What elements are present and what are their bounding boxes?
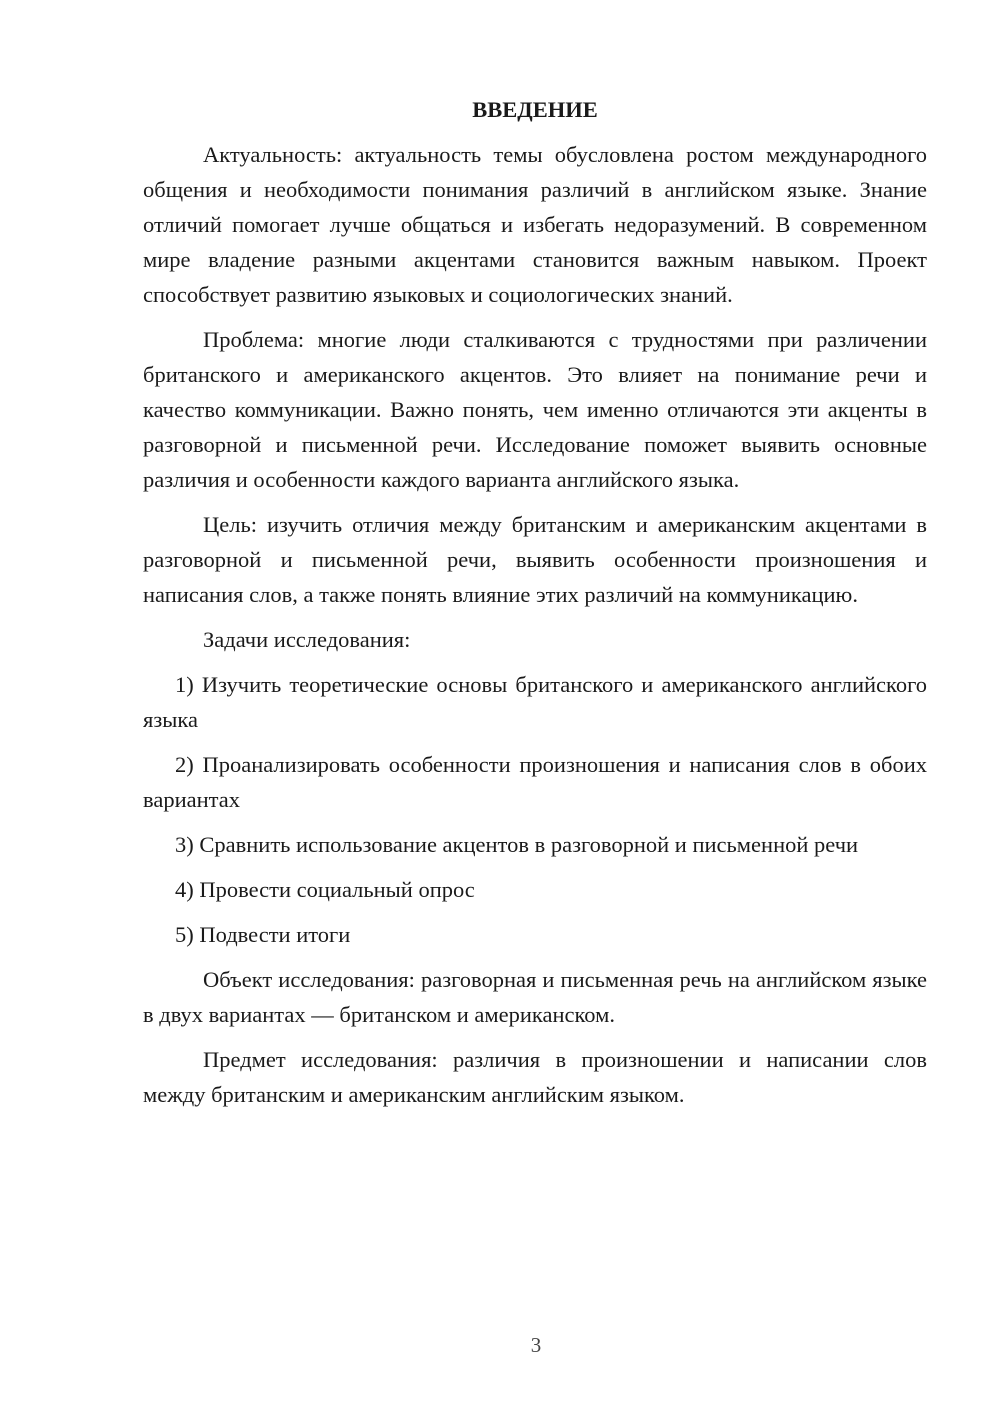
tasks-list xyxy=(143,667,927,952)
paragraph-goal: Цель: изучить отличия между британским и американским акцентами в разговорной и письменной речи, выявить особенности произношения и написания слов, а также понять влияние этих различий на коммуникацию. xyxy=(143,512,927,607)
page-content xyxy=(143,92,927,1122)
paragraph-object: Объект исследования: разговорная и письменная речь на английском языке в двух вариантах — британском и американском. xyxy=(143,967,927,1027)
list-item: 4) Провести социальный опрос xyxy=(175,877,475,902)
paragraph-subject: Предмет исследования: различия в произношении и написании слов между британским и американским английским языком. xyxy=(143,1047,927,1107)
list-item: 3) Сравнить использование акцентов в разговорной и письменной речи xyxy=(175,832,859,857)
list-item: 2) Проанализировать особенности произношения и написания слов в обоих вариантах xyxy=(143,752,927,812)
paragraph-problem: Проблема: многие люди сталкиваются с трудностями при различении британского и американского акцентов. Это влияет на понимание речи и качество коммуникации. Важно понять, чем именно отличаются эти акценты в разговорной и письменной речи. Исследование поможет выявить основные различия и особенности каждого варианта английского языка. xyxy=(143,327,927,492)
page-title: ВВЕДЕНИЕ xyxy=(472,97,598,122)
page-number: 3 xyxy=(530,1333,542,1357)
list-item: 1) Изучить теоретические основы британского и американского английского языка xyxy=(143,672,927,732)
list-item: 5) Подвести итоги xyxy=(175,922,351,947)
paragraph-tasks-heading: Задачи исследования: xyxy=(203,627,411,652)
paragraph-relevance: Актуальность: актуальность темы обусловлена ростом международного общения и необходимости понимания различий в английском языке. Знание отличий помогает лучше общаться и избегать недоразумений. В современном мире владение разными акцентами становится важным навыком. Проект способствует развитию языковых и социологических знаний. xyxy=(143,142,927,307)
